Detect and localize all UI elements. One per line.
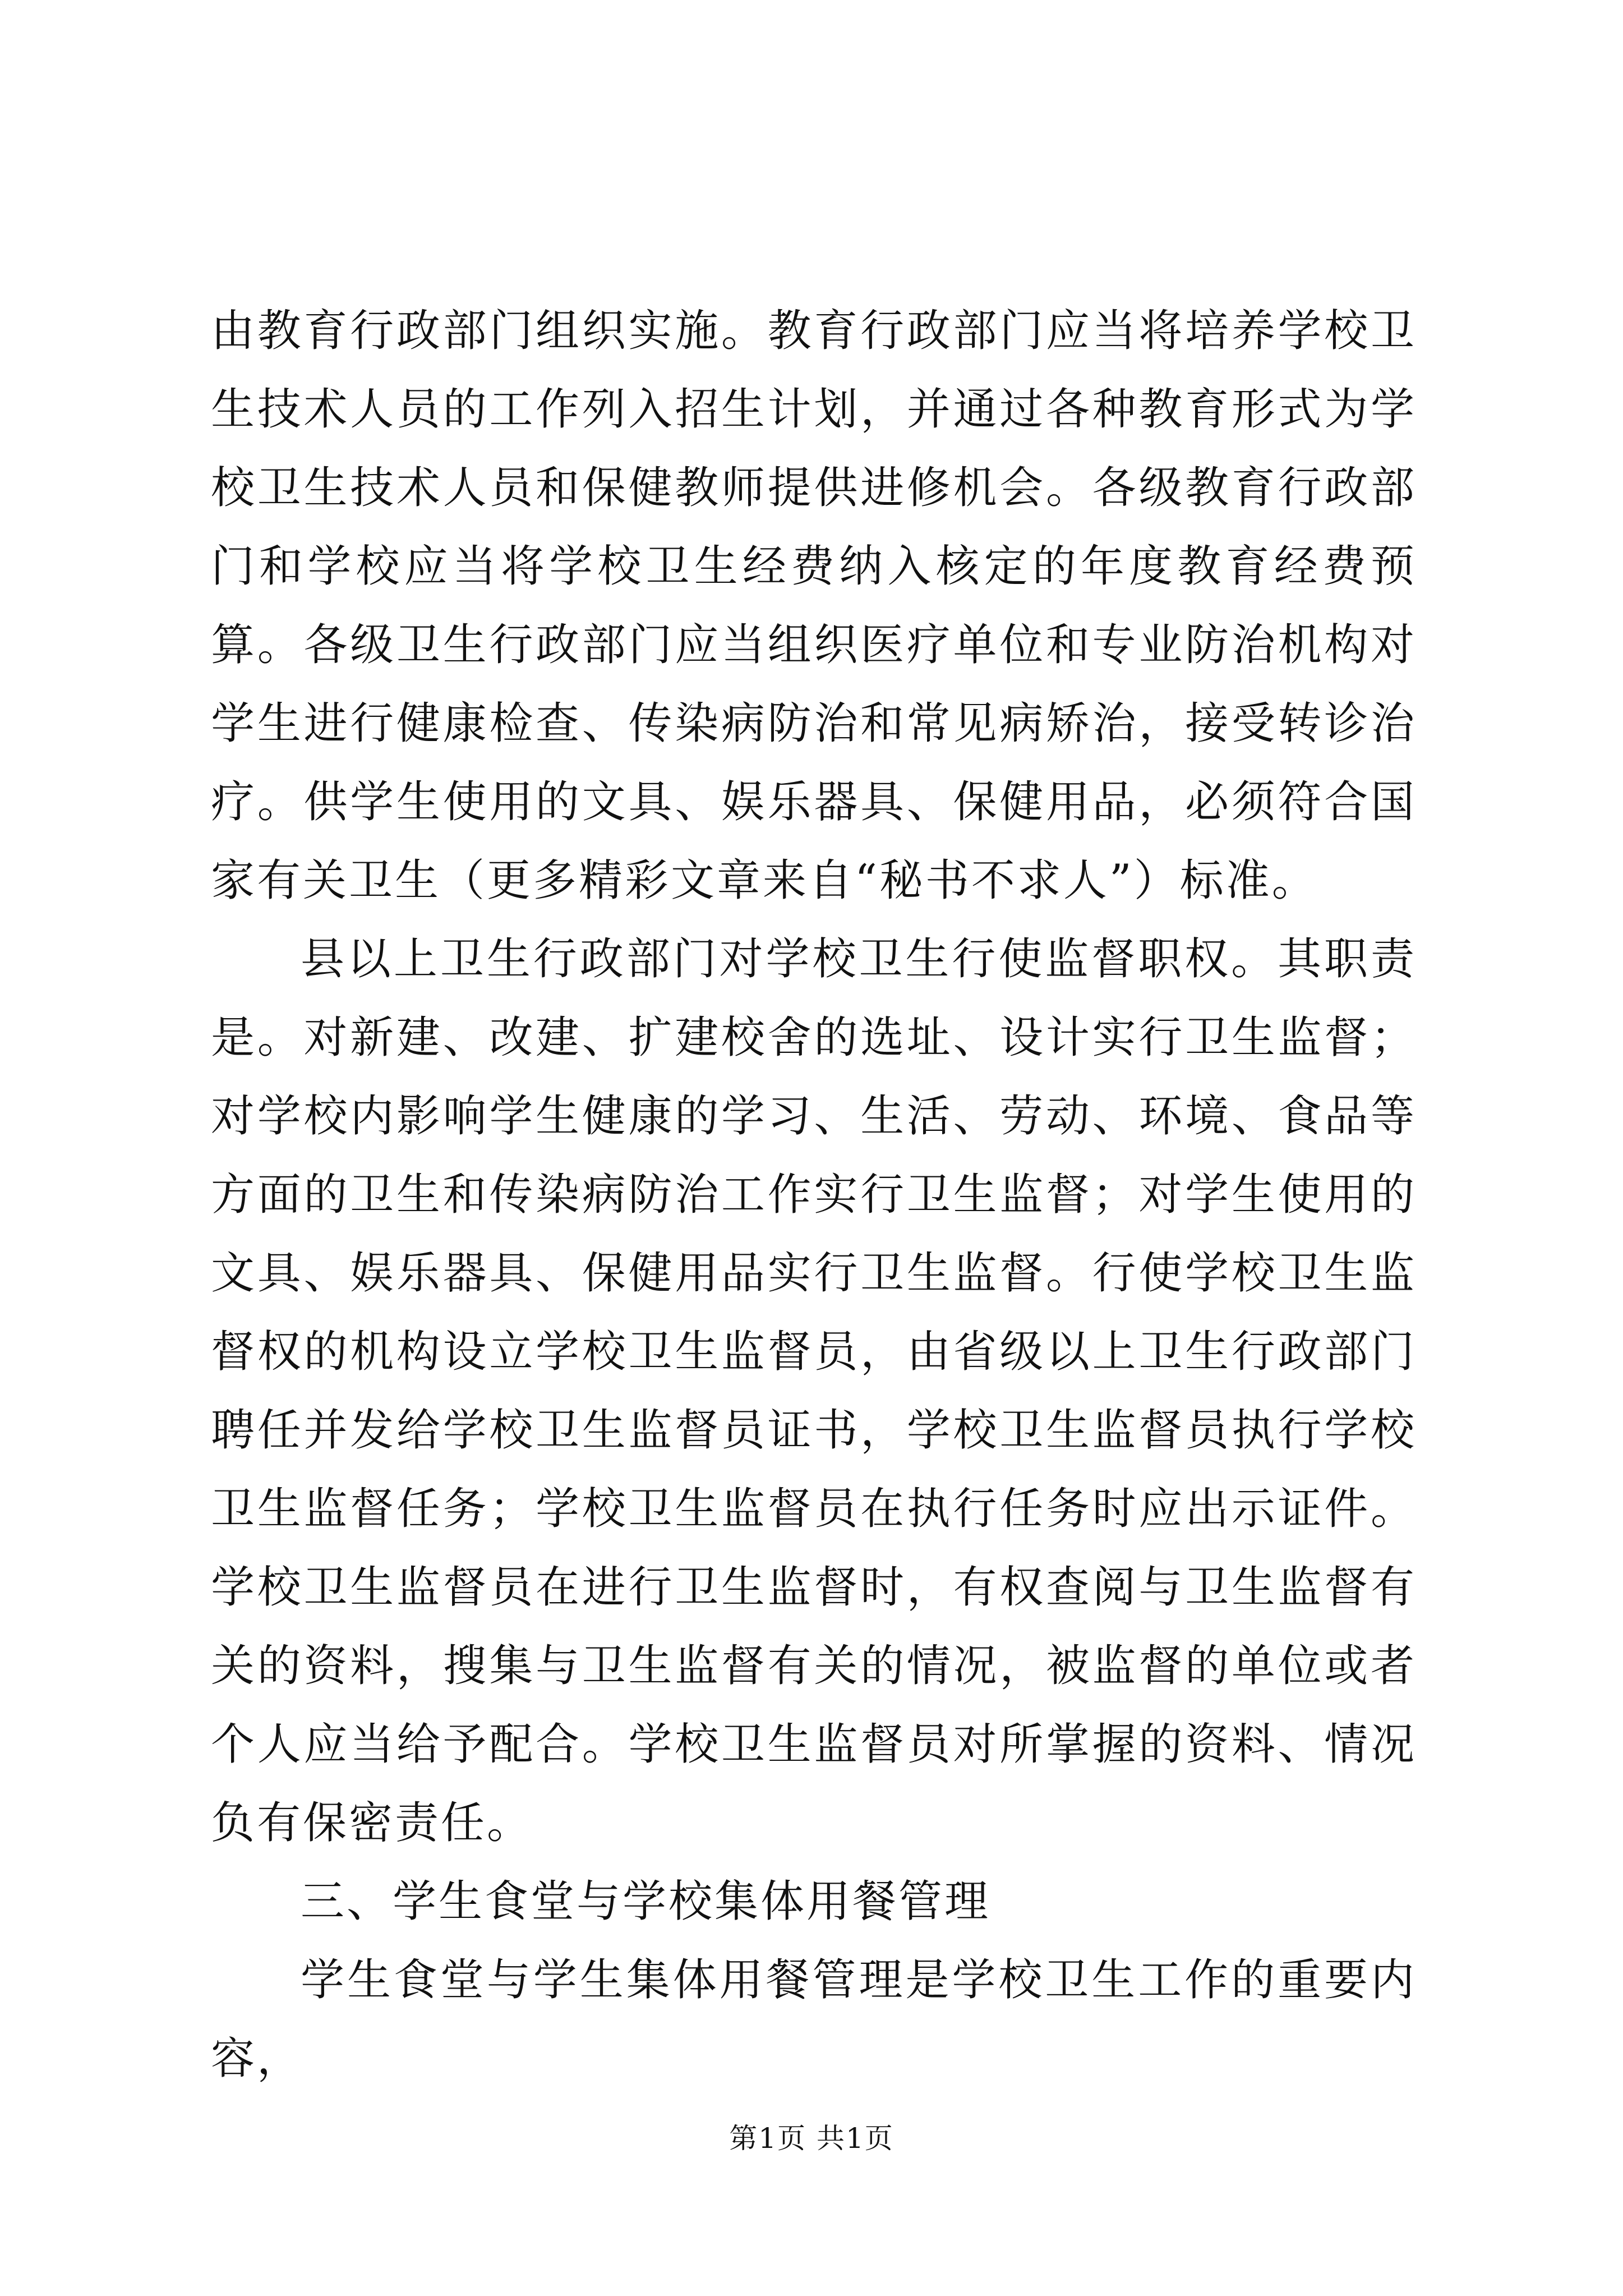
paragraph-3: 学生食堂与学生集体用餐管理是学校卫生工作的重要内容， xyxy=(211,1955,1417,2084)
page-footer: 第1页 共1页 xyxy=(729,2122,894,2155)
document-body xyxy=(211,292,1417,2098)
paragraph-2: 县以上卫生行政部门对学校卫生行使监督职权。其职责是。对新建、改建、扩建校舍的选址、设计实行卫生监督；对学校内影响学生健康的学习、生活、劳动、环境、食品等方面的卫生和传染病防治工作实行卫生监督；对学生使用的文具、娱乐器具、保健用品实行卫生监督。行使学校卫生监督权的机构设立学校卫生监督员，由省级以上卫生行政部门聘任并发给学校卫生监督员证书，学校卫生监督员执行学校卫生监督任务；学校卫生监督员在执行任务时应出示证件。学校卫生监督员在进行卫生监督时，有权查阅与卫生监督有关的资料，搜集与卫生监督有关的情况，被监督的单位或者个人应当给予配合。学校卫生监督员对所掌握的资料、情况负有保密责任。 xyxy=(211,934,1417,1848)
paragraph-1: 由教育行政部门组织实施。教育行政部门应当将培养学校卫生技术人员的工作列入招生计划，并通过各种教育形式为学校卫生技术人员和保健教师提供进修机会。各级教育行政部门和学校应当将学校卫生经费纳入核定的年度教育经费预算。各级卫生行政部门应当组织医疗单位和专业防治机构对学生进行健康检查、传染病防治和常见病矫治，接受转诊治疗。供学生使用的文具、娱乐器具、保健用品，必须符合国家有关卫生（更多精彩文章来自“秘书不求人”）标准。 xyxy=(211,306,1417,906)
section-heading: 三、学生食堂与学校集体用餐管理 xyxy=(301,1876,991,1927)
